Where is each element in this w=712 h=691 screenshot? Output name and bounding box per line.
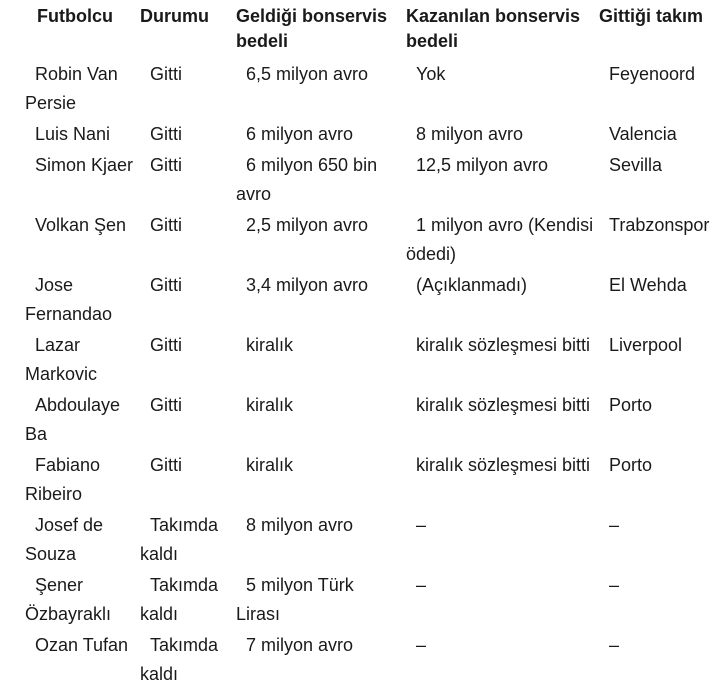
table-row xyxy=(23,151,712,211)
table-row xyxy=(23,631,712,691)
player-cell: Fabiano Ribeiro xyxy=(25,455,101,504)
destination-club-cell: Porto xyxy=(609,455,653,475)
outgoing-fee-cell: 8 milyon avro xyxy=(416,124,524,144)
outgoing-fee-cell: – xyxy=(416,635,427,655)
status-cell: Takımda kaldı xyxy=(140,575,219,624)
outgoing-fee-cell: – xyxy=(416,575,427,595)
destination-club-cell: El Wehda xyxy=(609,275,687,295)
destination-club-cell: Liverpool xyxy=(609,335,683,355)
transfer-table xyxy=(23,2,712,691)
status-cell: Gitti xyxy=(150,455,183,475)
outgoing-fee-cell: kiralık sözleşmesi bitti xyxy=(416,455,591,475)
incoming-fee-cell: kiralık xyxy=(246,395,294,415)
player-cell: Şener Özbayraklı xyxy=(25,575,112,624)
outgoing-fee-cell: – xyxy=(416,515,427,535)
status-cell: Gitti xyxy=(150,395,183,415)
incoming-fee-cell: 5 milyon Türk Lirası xyxy=(236,575,354,624)
outgoing-fee-cell: 12,5 milyon avro xyxy=(416,155,549,175)
status-cell: Takımda kaldı xyxy=(140,515,219,564)
destination-club-cell: Porto xyxy=(609,395,653,415)
status-cell: Gitti xyxy=(150,215,183,235)
destination-club-cell: Feyenoord xyxy=(609,64,696,84)
outgoing-fee-cell: kiralık sözleşmesi bitti xyxy=(416,335,591,355)
status-cell: Gitti xyxy=(150,124,183,144)
incoming-fee-cell: 3,4 milyon avro xyxy=(246,275,369,295)
header-player: Futbolcu xyxy=(37,6,113,26)
outgoing-fee-cell: 1 milyon avro (Kendisi ödedi) xyxy=(406,215,594,264)
player-cell: Abdoulaye Ba xyxy=(25,395,121,444)
table-row xyxy=(23,271,712,331)
table-body xyxy=(23,60,712,691)
status-cell: Gitti xyxy=(150,335,183,355)
incoming-fee-cell: 8 milyon avro xyxy=(246,515,354,535)
table-row xyxy=(23,511,712,571)
player-cell: Robin Van Persie xyxy=(25,64,118,113)
header-destination-club: Gittiği takım xyxy=(599,6,704,26)
header-outgoing-fee: Kazanılan bonservis bedeli xyxy=(406,6,581,51)
table-row xyxy=(23,391,712,451)
outgoing-fee-cell: (Açıklanmadı) xyxy=(416,275,528,295)
outgoing-fee-cell: kiralık sözleşmesi bitti xyxy=(416,395,591,415)
incoming-fee-cell: kiralık xyxy=(246,455,294,475)
incoming-fee-cell: 6,5 milyon avro xyxy=(246,64,369,84)
incoming-fee-cell: 2,5 milyon avro xyxy=(246,215,369,235)
destination-club-cell: Valencia xyxy=(609,124,677,144)
table-row xyxy=(23,120,712,151)
player-cell: Simon Kjaer xyxy=(35,155,134,175)
player-cell: Josef de Souza xyxy=(25,515,104,564)
status-cell: Gitti xyxy=(150,64,183,84)
table-row xyxy=(23,571,712,631)
destination-club-cell: Sevilla xyxy=(609,155,663,175)
destination-club-cell: – xyxy=(609,515,620,535)
player-cell: Lazar Markovic xyxy=(25,335,98,384)
incoming-fee-cell: kiralık xyxy=(246,335,294,355)
header-incoming-fee: Geldiği bonservis bedeli xyxy=(236,6,388,51)
destination-club-cell: – xyxy=(609,575,620,595)
table-header xyxy=(23,2,712,60)
status-cell: Gitti xyxy=(150,155,183,175)
player-cell: Luis Nani xyxy=(35,124,111,144)
incoming-fee-cell: 6 milyon 650 bin avro xyxy=(236,155,378,204)
table-row xyxy=(23,331,712,391)
header-row xyxy=(23,2,712,60)
incoming-fee-cell: 6 milyon avro xyxy=(246,124,354,144)
header-status: Durumu xyxy=(140,6,209,26)
player-cell: Jose Fernandao xyxy=(25,275,113,324)
table-row xyxy=(23,211,712,271)
incoming-fee-cell: 7 milyon avro xyxy=(246,635,354,655)
table-row xyxy=(23,451,712,511)
table-row xyxy=(23,60,712,120)
player-cell: Volkan Şen xyxy=(35,215,127,235)
player-cell: Ozan Tufan xyxy=(35,635,129,655)
status-cell: Gitti xyxy=(150,275,183,295)
outgoing-fee-cell: Yok xyxy=(416,64,446,84)
status-cell: Takımda kaldı xyxy=(140,635,219,684)
destination-club-cell: Trabzonspor xyxy=(609,215,710,235)
destination-club-cell: – xyxy=(609,635,620,655)
